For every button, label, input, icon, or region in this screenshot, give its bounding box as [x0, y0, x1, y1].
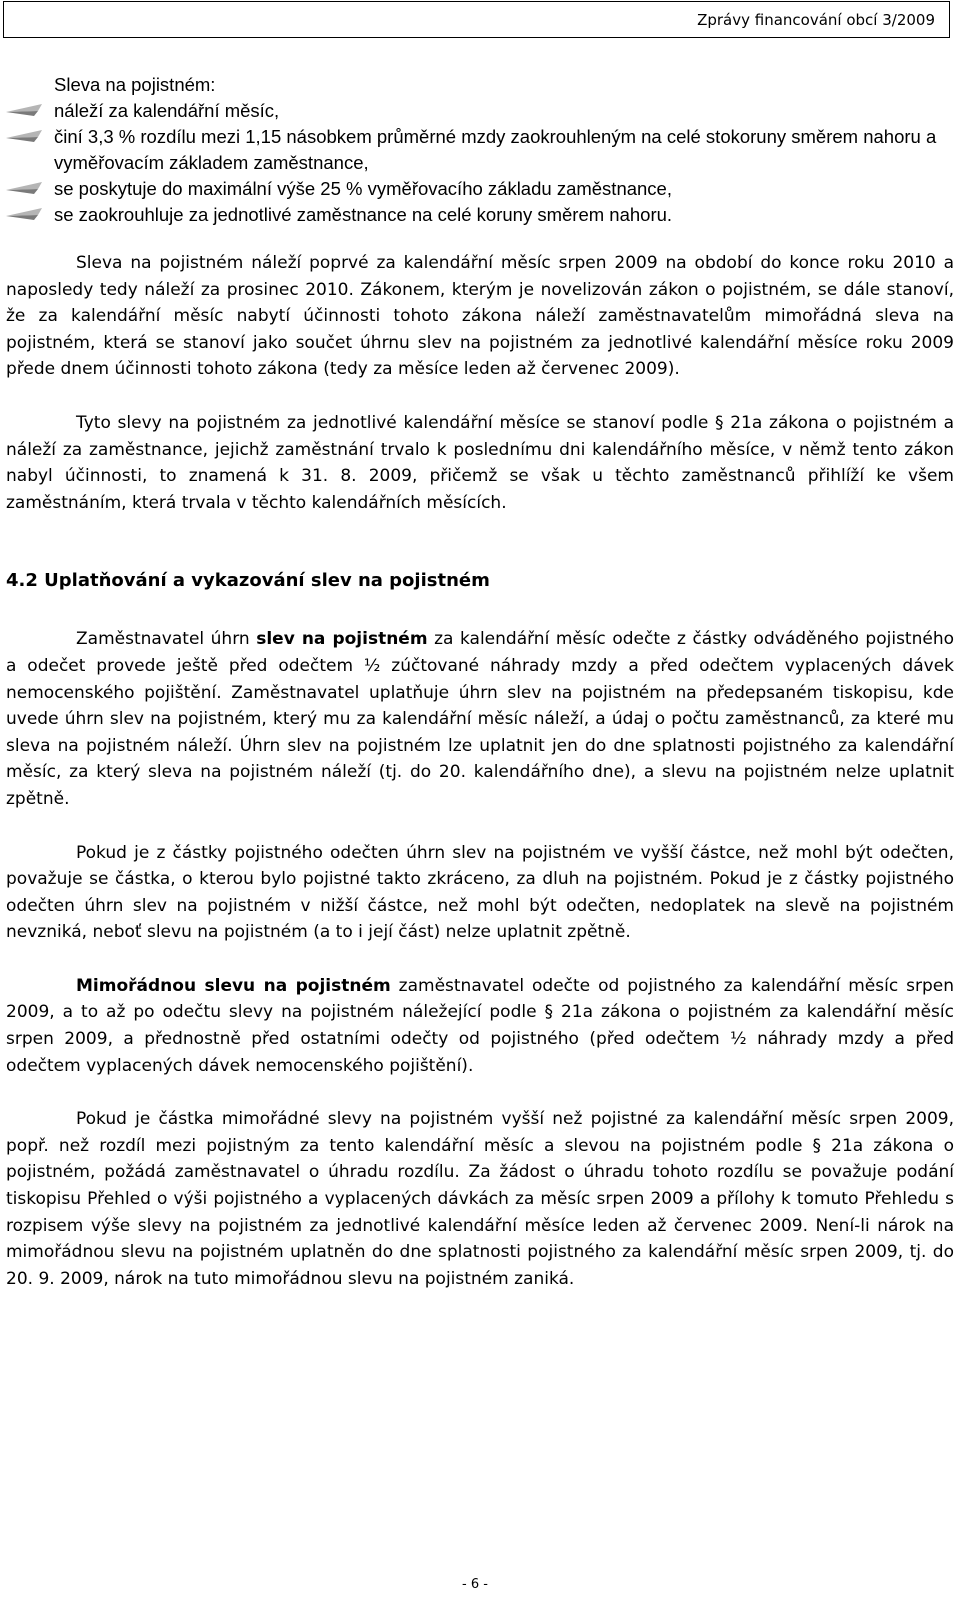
- page-header: [3, 1, 950, 38]
- section-title: 4.2 Uplatňování a vykazování slev na pojistném: [6, 570, 490, 592]
- arrow-bullet-icon: [6, 102, 46, 118]
- arrow-bullet-icon: [6, 180, 46, 196]
- bold-term: Mimořádnou slevu na pojistném: [76, 975, 391, 996]
- bullet-list: [6, 72, 954, 228]
- bold-term: slev na pojistném: [256, 629, 428, 650]
- bullet-item: [6, 176, 954, 202]
- bullet-item-text: se zaokrouhluje za jednotlivé zaměstnance na celé koruny směrem nahoru.: [54, 204, 673, 225]
- arrow-bullet-icon: [6, 206, 46, 222]
- bullet-list-title: Sleva na pojistném:: [54, 74, 216, 95]
- paragraph-text: zaměstnavatel odečte od pojistného za kalendářní měsíc srpen 2009, a to až po odečtu slevy na pojistném náležející podle § 21a zákona o pojistném za kalendářní měsíc srpen 2009, a přednostně před ostatními odečty od pojistného (před odečtem ½ náhrady mzdy a před odečtem vyplacených dávek nemocenského pojištění).: [6, 975, 954, 1076]
- paragraph-dluh: Pokud je z částky pojistného odečten úhrn slev na pojistném ve vyšší částce, než mohl být odečten, považuje se částka, o kterou bylo pojistné takto zkráceno, za dluh na pojistném. Pokud je z částky pojistného odečten úhrn slev na pojistném v nižší částce, než mohl být odečten, nedoplatek na slevě na pojistném nevzniká, neboť slevu na pojistném (a to i její část) nelze uplatnit zpětně.: [6, 842, 954, 943]
- paragraph-uhrada-rozdilu: Pokud je částka mimořádné slevy na pojistném vyšší než pojistné za kalendářní měsíc srpen 2009, popř. než rozdíl mezi pojistným za tento kalendářní měsíc a slevou na pojistném podle § 21a zákona o pojistném, požádá zaměstnavatel o úhradu rozdílu. Za žádost o úhradu tohoto rozdílu se považuje podání tiskopisu Přehled o výši pojistného a vyplacených dávkách za měsíc srpen 2009 a přílohy k tomuto Přehledu s rozpisem výše slevy na pojistném za jednotlivé kalendářní měsíce leden až červenec 2009. Není-li nárok na mimořádnou slevu na pojistném uplatněn do dne splatnosti pojistného za kalendářní měsíc srpen 2009, tj. do 20. 9. 2009, nárok na tuto mimořádnou slevu na pojistném zaniká.: [6, 1109, 954, 1289]
- header-title: Zprávy financování obcí 3/2009: [697, 11, 935, 29]
- paragraph-mimoradna-sleva: [6, 973, 954, 1079]
- bullet-item: [6, 98, 954, 124]
- bullet-item-text: náleží za kalendářní měsíc,: [54, 100, 280, 121]
- page-number: - 6 -: [462, 1577, 488, 1592]
- paragraph-text: Zaměstnavatel úhrn: [76, 629, 257, 650]
- paragraph-text: za kalendářní měsíc odečte z částky odváděného pojistného a odečet provede ještě před odečtem ½ zúčtované náhrady mzdy a před odečtem vyplacených dávek nemocenského pojištění. Zaměstnavatel uplatňuje úhrn slev na pojistném na předepsaném tiskopisu, kde uvede úhrn slev na pojistném, který mu za kalendářní měsíc náleží, a údaj o počtu zaměstnanců, za které mu sleva na pojistném náleží. Úhrn slev na pojistném lze uplatnit jen do dne splatnosti pojistného za kalendářní měsíc, za který sleva na pojistném náleží (tj. do 20. kalendářního dne), a slevu na pojistném nelze uplatnit zpětně.: [6, 629, 954, 809]
- arrow-bullet-icon: [6, 128, 46, 144]
- bullet-item: [6, 124, 954, 176]
- page-content: [6, 72, 954, 1292]
- paragraph-slevy-stanoveni: Tyto slevy na pojistném za jednotlivé kalendářní měsíce se stanoví podle § 21a zákona o pojistném a náleží za zaměstnance, jejichž zaměstnání trvalo k poslednímu dni kalendářního měsíce, v němž tento zákon nabyl účinnosti, to znamená k 31. 8. 2009, přičemž se však u těchto zaměstnanců přihlíží ke všem zaměstnáním, která trvala v těchto kalendářních měsících.: [6, 412, 954, 513]
- bullet-item: [6, 202, 954, 228]
- bullet-item-text: se poskytuje do maximální výše 25 % vyměřovacího základu zaměstnance,: [54, 178, 672, 199]
- paragraph-slevy-obdobi: Sleva na pojistném náleží poprvé za kalendářní měsíc srpen 2009 na období do konce roku 2010 a naposledy tedy náleží za prosinec 2010. Zákonem, kterým je novelizován zákon o pojistném, se dále stanoví, že za kalendářní měsíc nabytí účinnosti tohoto zákona náleží zaměstnavatelům mimořádná sleva na pojistném, která se stanoví jako součet úhrnu slev na pojistném za jednotlivé kalendářní měsíce roku 2009 přede dnem účinnosti tohoto zákona (tedy za měsíce leden až červenec 2009).: [6, 253, 954, 380]
- paragraph-uplatnovani: [6, 626, 954, 812]
- bullet-item-text: činí 3,3 % rozdílu mezi 1,15 násobkem průměrné mzdy zaokrouhleným na celé stokoruny směrem nahoru a vyměřovacím základem zaměstnance,: [54, 126, 937, 173]
